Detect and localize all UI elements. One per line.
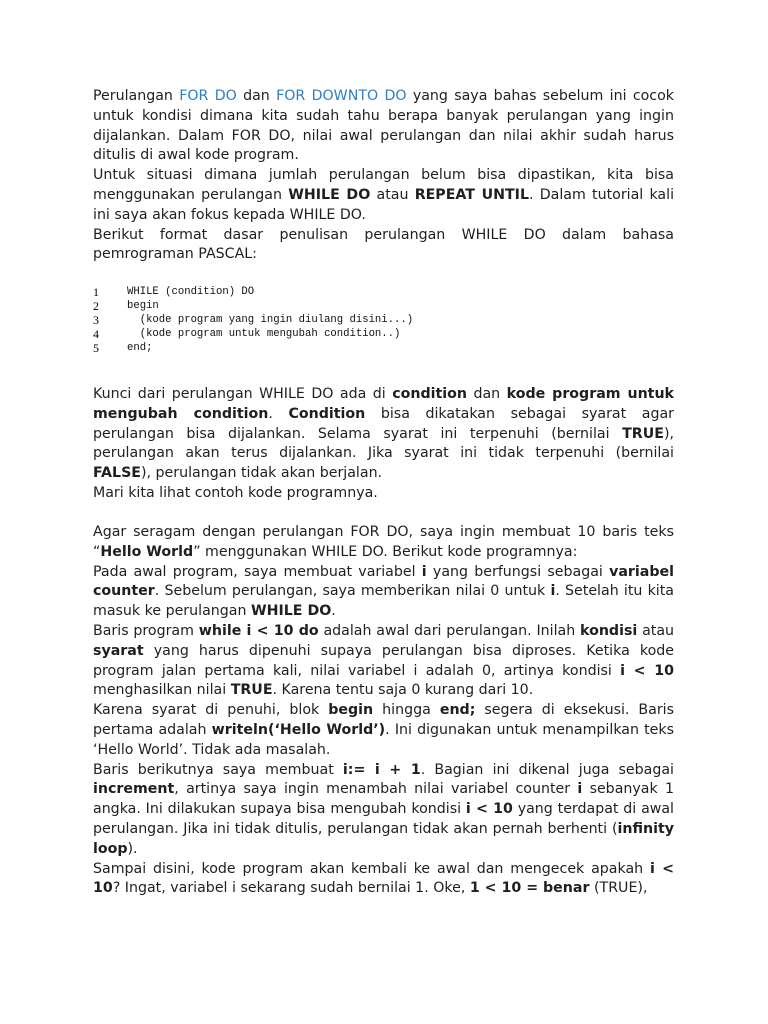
line-number: 4 [93, 326, 99, 341]
code-line: 3 (kode program yang ingin diulang disini...) [93, 312, 414, 327]
code-line: 2 begin [93, 298, 159, 313]
code-line: 5 end; [93, 340, 153, 355]
line-number: 3 [93, 312, 99, 327]
code-line: 1 WHILE (condition) DO [93, 285, 255, 299]
paragraph-while-line: Baris program while i < 10 do adalah awal dari perulangan. Inilah kondisi atau syarat yang harus dipenuhi supaya perulangan bisa diproses. Ketika kode program jalan pertama kali, nilai variabel i adalah 0, artinya kondisi i < 10 menghasilkan nilai TRUE. Karena tentu saja 0 kurang dari 10. [93, 622, 675, 699]
code-block [93, 286, 593, 355]
paragraph-variable: Pada awal program, saya membuat variabel i yang berfungsi sebagai variabel counter. Sebelum perulangan, saya memberikan nilai 0 untuk i. Setelah itu kita masuk ke perulangan WHILE DO. [93, 563, 674, 620]
example-section [93, 523, 674, 899]
code-line: 4 (kode program untuk mengubah condition..) [93, 326, 401, 341]
line-number: 1 [93, 285, 99, 299]
paragraph-while-intro: Untuk situasi dimana jumlah perulangan belum bisa dipastikan, kita bisa menggunakan perulangan WHILE DO atau REPEAT UNTIL. Dalam tutorial kali ini saya akan fokus kepada WHILE DO. [93, 167, 675, 223]
paragraph-condition: Kunci dari perulangan WHILE DO ada di condition dan kode program untuk mengubah condition. Condition bisa dikatakan sebagai syarat agar perulangan bisa dijalankan. Selama syarat ini terpenuhi (bernilai TRUE), perulangan akan terus dijalankan. Jika syarat ini tidak terpenuhi (bernilai FALSE), perulangan tidak akan berjalan. [93, 386, 674, 482]
link-for-do[interactable]: FOR DO [179, 88, 237, 104]
paragraph-increment: Baris berikutnya saya membuat i:= i + 1. Bagian ini dikenal juga sebagai increment, artinya saya ingin menambah nilai variabel counter i sebanyak 1 angka. Ini dilakukan supaya bisa mengubah kondisi i < 10 yang terdapat di awal perulangan. Jika ini tidak ditulis, perulangan tidak akan pernah berhenti (infinity loop). [93, 761, 674, 857]
paragraph-see-example: Mari kita lihat contoh kode programnya. [93, 484, 378, 501]
paragraph-loop-check: Sampai disini, kode program akan kembali ke awal dan mengecek apakah i < 10? Ingat, variabel i sekarang sudah bernilai 1. Oke, 1 < 10 = benar (TRUE), [93, 860, 674, 897]
paragraph-hello-world: Agar seragam dengan perulangan FOR DO, saya ingin membuat 10 baris teks “Hello World” menggunakan WHILE DO. Berikut kode programnya: [93, 524, 674, 560]
paragraph-intro: Perulangan FOR DO dan FOR DOWNTO DO yang saya bahas sebelum ini cocok untuk kondisi dimana kita sudah tahu berapa banyak perulangan yang ingin dijalankan. Dalam FOR DO, nilai awal perulangan dan nilai akhir sudah harus ditulis di awal kode program. [93, 88, 674, 164]
intro-section [93, 87, 674, 265]
line-number: 2 [93, 298, 99, 313]
condition-section [93, 385, 674, 504]
paragraph-format: Berikut format dasar penulisan perulangan WHILE DO dalam bahasa pemrograman PASCAL: [93, 226, 674, 263]
link-for-downto-do[interactable]: FOR DOWNTO DO [276, 88, 407, 104]
paragraph-begin-end: Karena syarat di penuhi, blok begin hingga end; segera di eksekusi. Baris pertama adalah writeln(‘Hello World’). Ini digunakan untuk menampilkan teks ‘Hello World’. Tidak ada masalah. [93, 702, 675, 758]
line-number: 5 [93, 340, 99, 355]
